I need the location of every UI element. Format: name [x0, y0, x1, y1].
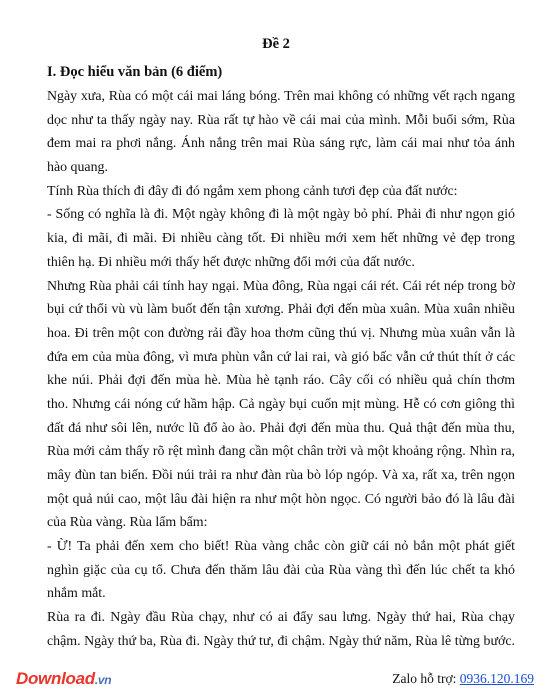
passage-line: hào quang.: [47, 160, 108, 176]
logo-suffix: .vn: [94, 673, 112, 687]
download-vn-logo[interactable]: [16, 669, 111, 689]
passage-line: mây đùn tan biến. Đồi núi trải ra như đàn rùa bò lóp ngóp. Và xa, rất xa, trên ngọn: [47, 468, 515, 483]
logo-text: Download: [16, 669, 95, 688]
passage-line: dọc như ta thấy ngày nay. Rùa rất tự hào về cái mai của mình. Mỗi buổi sớm, Rùa: [47, 112, 515, 128]
document-title: Đề 2: [262, 36, 290, 52]
passage-line: một quả núi cao, một lâu đài hiện ra như một hòn ngọc. Có người bảo đó là lâu đài: [47, 491, 515, 507]
passage-line: nhắm mắt.: [47, 586, 106, 602]
passage-line: đứa em của mùa đông, vì mưa phùn vẫn cứ lai rai, và gió bấc vẫn cứ thút thít ở các: [47, 349, 515, 365]
passage-line: khe núi. Phải đợi đến mùa hè. Mùa hè tạnh ráo. Cây cối có nhiều quả chín thơm: [47, 373, 515, 389]
passage-line: kia, đi mãi, đi mãi. Đi nhiều càng tốt. Đi nhiều mới xem hết những vẻ đẹp trong: [47, 231, 515, 247]
passage-line: chậm. Ngày thứ ba, Rùa đi. Ngày thứ tư, đi chậm. Ngày thứ năm, Rùa lê từng bước.: [47, 633, 515, 649]
passage-line: nghìn giặc của cụ tổ. Chưa đến thăm lâu đài của Rùa vàng thì đến lúc chết ta khó: [47, 562, 515, 578]
passage-line: đất đá như sôi lên, nước lũ đổ ào ào. Phải đợi đến mùa thu. Quả thật đến mùa thu,: [47, 420, 515, 436]
passage-line: Nhưng Rùa phải cái tính hay ngại. Mùa đông, Rùa ngại cái rét. Cái rét nép trong bờ: [47, 278, 515, 294]
passage-line: - Sống có nghĩa là đi. Một ngày không đi là một ngày bỏ phí. Phải đi như ngọn gió: [47, 207, 515, 223]
support-label: Zalo hỗ trợ:: [392, 671, 460, 686]
passage-line: - Ừ! Ta phải đến xem cho biết! Rùa vàng chắc còn giữ cái nỏ bắn một phát giết: [47, 539, 515, 555]
passage-line: bụi cứ thổi vù vù làm buốt đến tận xương. Phải đợi đến mùa xuân. Mùa xuân nhiều: [47, 302, 515, 318]
passage-line: Rùa mới cảm thấy rõ rệt mình đang cần một chân trời và một khoảng rộng. Nhìn ra,: [47, 444, 515, 460]
passage-line: tho. Nhưng cái nóng cứ hầm hập. Cả ngày bụi cuốn mịt mùng. Hễ có cơn giông thì: [47, 396, 515, 412]
passage-line: Rùa ra đi. Ngày đầu Rùa chạy, như có ai đẩy sau lưng. Ngày thứ hai, Rùa chạy: [47, 610, 515, 626]
passage-line: đem mai ra phơi nắng. Ánh nắng trên mai Rùa sáng rực, làm cái mai như tỏa ánh: [47, 136, 515, 152]
passage-line: hoa. Đi trên một con đường rải đầy hoa thơm cũng thú vị. Nhưng mùa xuân vẫn là: [47, 325, 515, 341]
support-contact: [392, 671, 534, 687]
reading-passage: [47, 85, 515, 654]
passage-line: Tính Rùa thích đi đây đi đó ngắm xem phong cảnh tươi đẹp của đất nước:: [47, 183, 458, 199]
support-phone-link[interactable]: 0936.120.169: [459, 671, 534, 686]
section-heading: I. Đọc hiểu văn bản (6 điểm): [47, 64, 223, 80]
passage-line: thiên hạ. Đi nhiều mới thấy hết được những đổi mới của đất nước.: [47, 254, 415, 270]
passage-line: Ngày xưa, Rùa có một cái mai láng bóng. Trên mai không có những vết rạch ngang: [47, 89, 515, 104]
passage-line: của Rùa vàng. Rùa lẩm bẩm:: [47, 515, 208, 531]
